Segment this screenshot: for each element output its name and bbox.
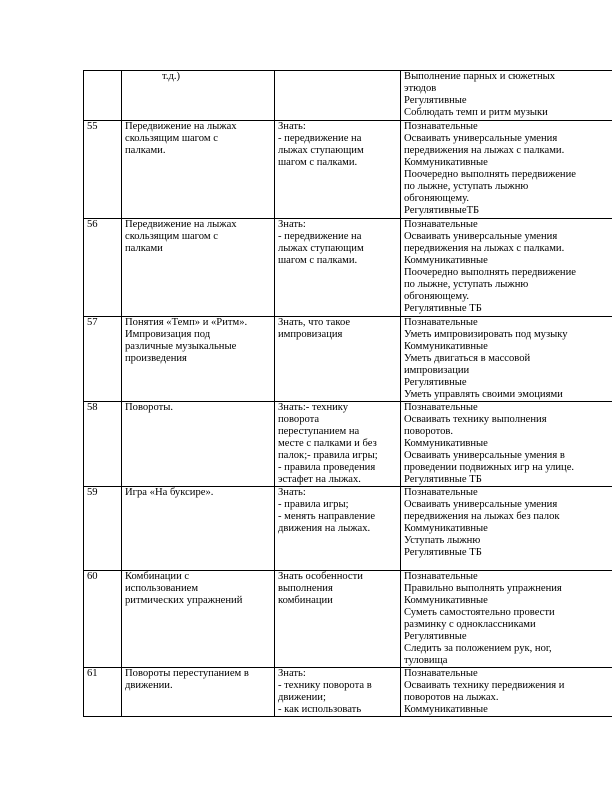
lesson-topic: Передвижение на лыжах скользящим шагом с палками — [122, 219, 275, 317]
lesson-number: 57 — [84, 317, 122, 402]
lesson-topic: Повороты. — [122, 402, 275, 487]
lesson-knowledge: Знать: - правила игры; - менять направление движения на лыжах. — [275, 487, 401, 571]
lesson-topic: Повороты переступанием в движении. — [122, 668, 275, 717]
lesson-learning-activities: Познавательные Осваивать универсальные умения передвижения на лыжах с палками. Коммуникативные Поочередно выполнять передвижение по лыжне, уступать лыжню обгоняющему. РегулятивныеТБ — [401, 121, 612, 219]
lesson-knowledge: Знать: - передвижение на лыжах ступающим шагом с палками. — [275, 219, 401, 317]
table-row — [84, 317, 612, 402]
table-row — [84, 71, 612, 121]
lesson-learning-activities: Познавательные Правильно выполнять упражнения Коммуникативные Суметь самостоятельно провести разминку с одноклассниками Регулятивные Следить за положением рук, ног, туловища — [401, 571, 612, 668]
lesson-number: 59 — [84, 487, 122, 571]
lesson-number: 56 — [84, 219, 122, 317]
lesson-number — [84, 71, 122, 121]
lesson-knowledge — [275, 71, 401, 121]
lesson-number: 61 — [84, 668, 122, 717]
lesson-learning-activities: Познавательные Осваивать универсальные умения передвижения на лыжах без палок Коммуникативные Уступать лыжню Регулятивные ТБ — [401, 487, 612, 571]
lesson-learning-activities: Познавательные Осваивать универсальные умения передвижения на лыжах с палками. Коммуникативные Поочередно выполнять передвижение по лыжне, уступать лыжню обгоняющему. Регулятивные ТБ — [401, 219, 612, 317]
lesson-topic: Передвижение на лыжах скользящим шагом с палками. — [122, 121, 275, 219]
lesson-topic: Игра «На буксире». — [122, 487, 275, 571]
lesson-number: 55 — [84, 121, 122, 219]
lesson-knowledge: Знать: - передвижение на лыжах ступающим шагом с палками. — [275, 121, 401, 219]
lesson-learning-activities: Познавательные Уметь импровизировать под музыку Коммуникативные Уметь двигаться в массовой импровизации Регулятивные Уметь управлять своими эмоциями — [401, 317, 612, 402]
lesson-plan-table — [83, 70, 612, 717]
lesson-knowledge: Знать: - технику поворота в движении; - как использовать — [275, 668, 401, 717]
lesson-knowledge: Знать, что такое импровизация — [275, 317, 401, 402]
lesson-knowledge: Знать особенности выполнения комбинации — [275, 571, 401, 668]
lesson-topic: Понятия «Темп» и «Ритм». Импровизация под различные музыкальные произведения — [122, 317, 275, 402]
table-row — [84, 668, 612, 717]
lesson-topic: Комбинации с использованием ритмических упражнений — [122, 571, 275, 668]
table-row — [84, 571, 612, 668]
lesson-number: 60 — [84, 571, 122, 668]
table-row — [84, 219, 612, 317]
lesson-learning-activities: Познавательные Осваивать технику передвижения и поворотов на лыжах. Коммуникативные — [401, 668, 612, 717]
table-row — [84, 402, 612, 487]
lesson-topic: т.д.) — [122, 71, 275, 121]
table-row — [84, 487, 612, 571]
lesson-knowledge: Знать:- технику поворота переступанием на месте с палками и без палок;- правила игры; - правила проведения эстафет на лыжах. — [275, 402, 401, 487]
lesson-number: 58 — [84, 402, 122, 487]
lesson-learning-activities: Выполнение парных и сюжетных этюдов Регулятивные Соблюдать темп и ритм музыки — [401, 71, 612, 121]
lesson-learning-activities: Познавательные Осваивать технику выполнения поворотов. Коммуникативные Осваивать универсальные умения в проведении подвижных игр на улице. Регулятивные ТБ — [401, 402, 612, 487]
table-row — [84, 121, 612, 219]
